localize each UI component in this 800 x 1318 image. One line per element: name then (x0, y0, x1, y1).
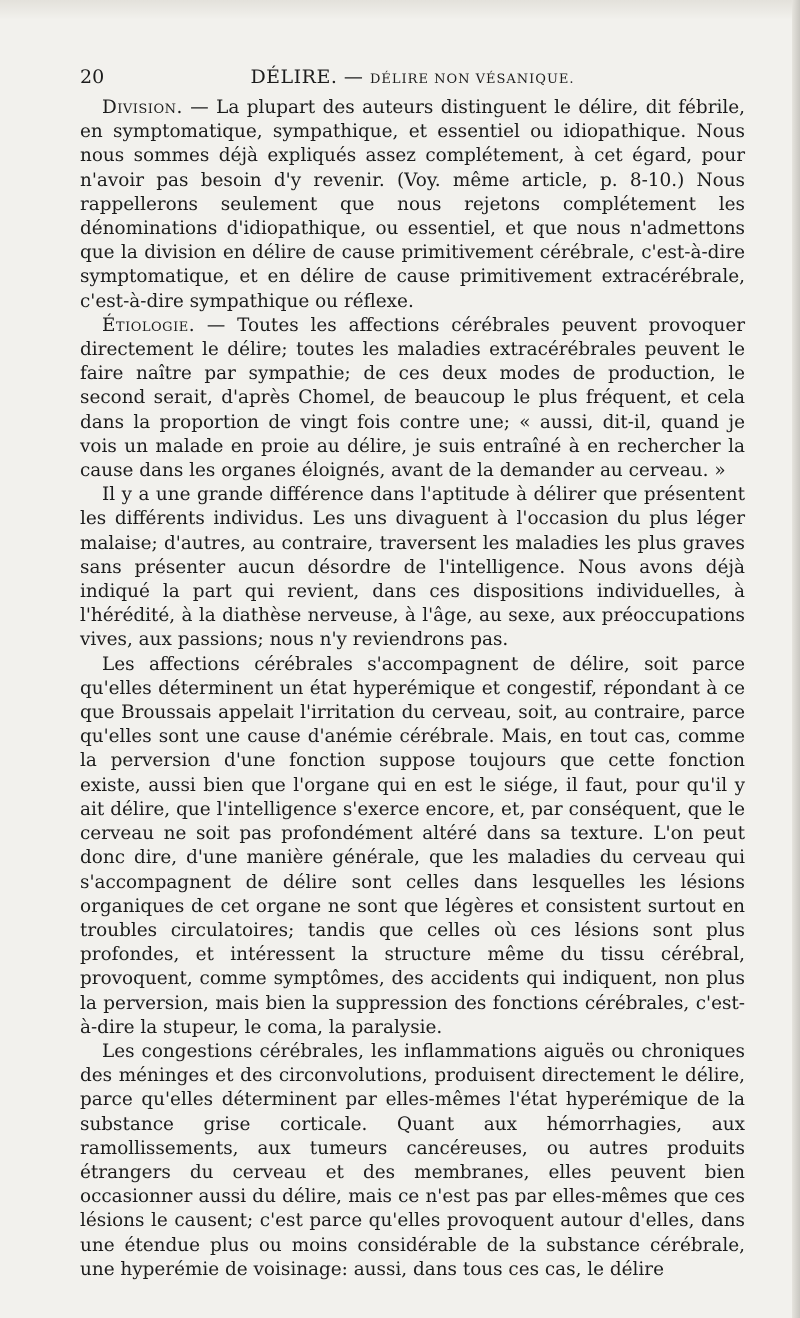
paragraph-text: Les congestions cérébrales, les inflammations aiguës ou chroniques des méninges et des circonvolutions, produisent directement le délire, parce qu'elles déterminent par elles-mêmes l'état hyperémique de la substance grise corticale. Quant aux hémorrhagies, aux ramollissements, aux tumeurs cancéreuses, ou autres produits étrangers du cerveau et des membranes, elles peuvent bien occasionner aussi du délire, mais ce n'est pas par elles-mêmes que ces lésions le causent; c'est parce qu'elles provoquent autour d'elles, dans une étendue plus ou moins considérable de la substance cérébrale, une hyperémie de voisinage: aussi, dans tous ces cas, le délire (80, 1040, 745, 1280)
paragraph-text: — Toutes les affections cérébrales peuvent provoquer directement le délire; toutes les maladies extracérébrales peuvent le faire naître par sympathie; de ces deux modes de production, le second serait, d'après Chomel, de beaucoup le plus fréquent, et cela dans la proportion de vingt fois contre une; « aussi, dit-il, quand je vois un malade en proie au délire, je suis entraîné à en rechercher la cause dans les organes éloignés, avant de la demander au cerveau. » (80, 314, 745, 482)
page-header (80, 60, 745, 94)
page-right-edge (792, 0, 800, 1318)
paragraph-etiologie (80, 314, 745, 483)
paragraph-congestions (80, 1040, 745, 1282)
running-head-main: DÉLIRE. — (250, 66, 370, 88)
paragraph-affections (80, 653, 745, 1040)
paragraph-division (80, 96, 745, 314)
paragraph-text: Les affections cérébrales s'accompagnent de délire, soit parce qu'elles déterminent un état hyperémique et congestif, répondant à ce que Broussais appelait l'irritation du cerveau, soit, au contraire, parce qu'elles sont une cause d'anémie cérébrale. Mais, en tout cas, comme la perversion d'une fonction suppose toujours que cette fonction existe, aussi bien que l'organe qui en est le siége, il faut, pour qu'il y ait délire, que l'intelligence s'exerce encore, et, par conséquent, que le cerveau ne soit pas profondément altéré dans sa texture. L'on peut donc dire, d'une manière générale, que les maladies du cerveau qui s'accompagnent de délire sont celles dans lesquelles les lésions organiques de cet organe ne sont que légères et consistent surtout en troubles circulatoires; tandis que celles où ces lésions sont plus profondes, et intéressent la structure même du tissu cérébral, provoquent, comme symptômes, des accidents qui indiquent, non plus la perversion, mais bien la suppression des fonctions cérébrales, c'est-à-dire la stupeur, le coma, la paralysie. (80, 653, 745, 1038)
running-head (80, 60, 745, 97)
paragraph-text: — La plupart des auteurs distinguent le délire, dit fébrile, en symptomatique, sympathique, et essentiel ou idiopathique. Nous nous sommes déjà expliqués assez complétement, à cet égard, pour n'avoir pas besoin d'y revenir. (Voy. même article, p. 8-10.) Nous rappellerons seulement que nous rejetons complétement les dénominations d'idiopathique, ou essentiel, et que nous n'admettons que la division en délire de cause primitivement cérébrale, c'est-à-dire symptomatique, et en délire de cause primitivement extracérébrale, c'est-à-dire sympathique ou réflexe. (80, 97, 745, 312)
paragraph-aptitude (80, 483, 745, 652)
page-number: 20 (80, 66, 105, 88)
section-lead-division: Division. (102, 97, 183, 118)
body-text (80, 96, 745, 1282)
page-top-shadow (0, 0, 800, 20)
running-head-sub: DÉLIRE NON VÉSANIQUE. (369, 72, 575, 87)
section-lead-etiologie: Étiologie. (102, 314, 196, 336)
paragraph-text: Il y a une grande différence dans l'aptitude à délirer que présentent les différents individus. Les uns divaguent à l'occasion du plus léger malaise; d'autres, au contraire, traversent les maladies les plus graves sans présenter aucun désordre de l'intelligence. Nous avons déjà indiqué la part qui revient, dans ces dispositions individuelles, à l'hérédité, à la diathèse nerveuse, à l'âge, au sexe, aux préoccupations vives, aux passions; nous n'y reviendrons pas. (80, 484, 745, 651)
